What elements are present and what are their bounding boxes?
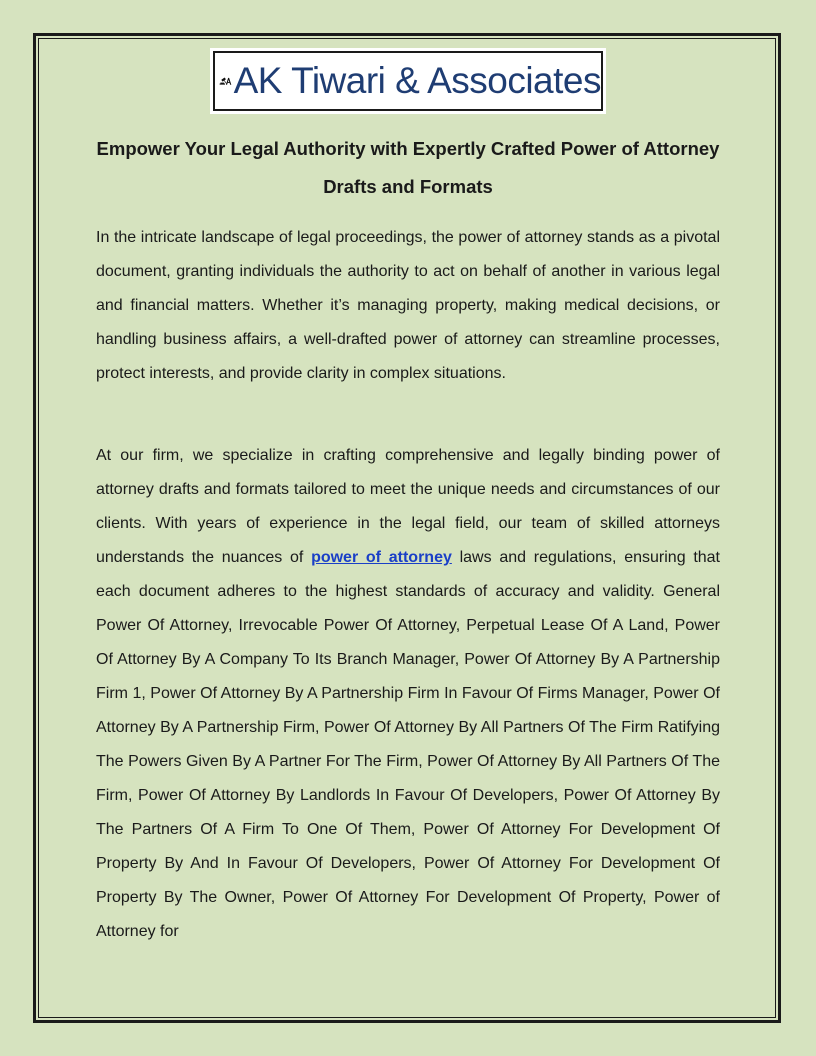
power-of-attorney-link[interactable]: power of attorney — [311, 549, 452, 566]
services-text-after-link: laws and regulations, ensuring that each document adheres to the highest standards of accuracy and validity. General Power Of Attorney, Irrevocable Power Of Attorney, Perpetual Lease Of A Land, Power Of Attorney By A Company To Its Branch Manager, Power Of Attorney By A Partnership Firm 1, Power Of Attorney By A Partnership Firm In Favour Of Firms Manager, Power Of Attorney By A Partnership Firm, Power Of Attorney By All Partners Of The Firm Ratifying The Powers Given By A Partner For The Firm, Power Of Attorney By All Partners Of The Firm, Power Of Attorney By Landlords In Favour Of Developers, Power Of Attorney By The Partners Of A Firm To One Of Them, Power Of Attorney For Development Of Property By And In Favour Of Developers, Power Of Attorney For Development Of Property By The Owner, Power Of Attorney For Development Of Property, Power of Attorney for — [96, 549, 721, 940]
services-text-before-link: At our firm, we specialize in crafting comprehensive and legally binding power of attorney drafts and formats tailored to meet the unique needs and circumstances of our clients. With years of experience in the legal field, our team of skilled attorneys understands the nuances of — [96, 447, 720, 566]
page-title: Empower Your Legal Authority with Expertly Crafted Power of Attorney Drafts and Formats — [96, 138, 720, 197]
firm-logo — [210, 48, 606, 114]
intro-paragraph: In the intricate landscape of legal proceedings, the power of attorney stands as a pivotal document, granting individuals the authority to act on behalf of another in various legal and financial matters. Whether it’s managing property, making medical decisions, or handling business affairs, a well-drafted power of attorney can streamline processes, protect interests, and provide clarity in complex situations. — [96, 229, 720, 382]
logo-text: AK Tiwari & Associates — [233, 60, 601, 101]
gavel-icon — [219, 53, 232, 109]
services-paragraph — [96, 439, 720, 949]
